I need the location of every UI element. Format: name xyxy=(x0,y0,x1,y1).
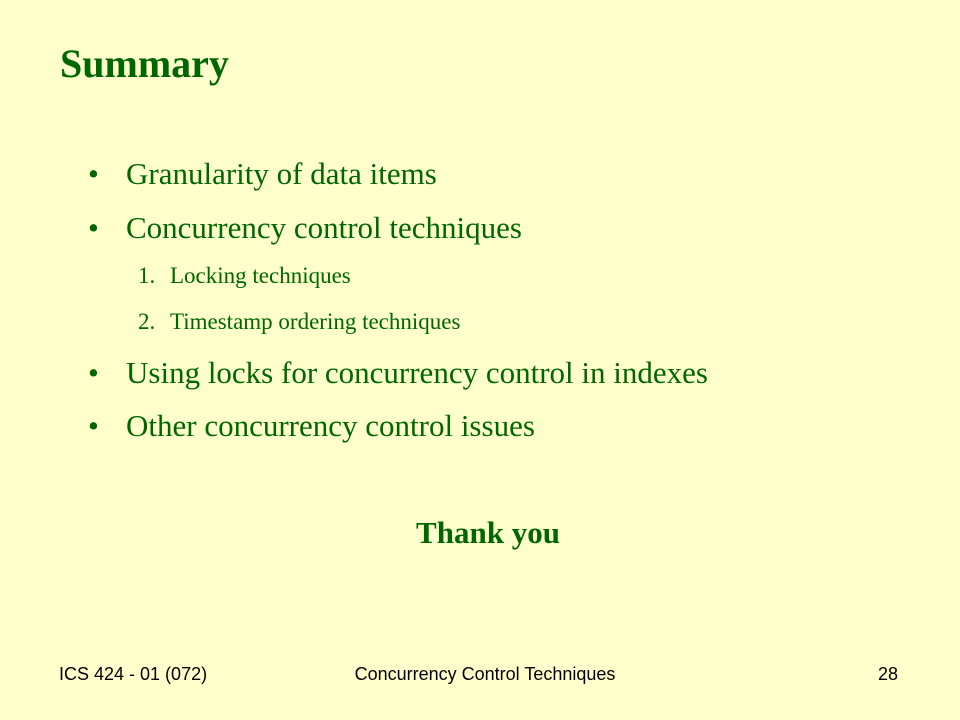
bullet-marker: • xyxy=(88,156,99,191)
sub-item xyxy=(138,261,351,291)
sub-item-text: Timestamp ordering techniques xyxy=(170,309,461,334)
sub-item-number: 1. xyxy=(138,263,156,288)
sub-item xyxy=(138,307,460,337)
bullet-marker: • xyxy=(88,355,99,390)
bullet-marker: • xyxy=(88,210,99,245)
bullet-item xyxy=(88,208,522,248)
footer-course: ICS 424 - 01 (072) xyxy=(59,664,208,684)
bullet-text: Granularity of data items xyxy=(126,156,437,191)
bullet-item xyxy=(88,154,437,194)
bullet-marker: • xyxy=(88,408,99,443)
footer-page-number: 28 xyxy=(877,664,898,684)
slide-title: Summary xyxy=(60,41,229,86)
bullet-item xyxy=(88,353,708,393)
bullet-item xyxy=(88,406,535,446)
sub-item-text: Locking techniques xyxy=(170,263,351,288)
sub-item-number: 2. xyxy=(138,309,156,334)
bullet-text: Other concurrency control issues xyxy=(126,408,535,443)
closing-text: Thank you xyxy=(416,515,560,550)
footer-title: Concurrency Control Techniques xyxy=(354,664,616,684)
bullet-text: Using locks for concurrency control in indexes xyxy=(126,355,708,390)
bullet-text: Concurrency control techniques xyxy=(126,210,522,245)
